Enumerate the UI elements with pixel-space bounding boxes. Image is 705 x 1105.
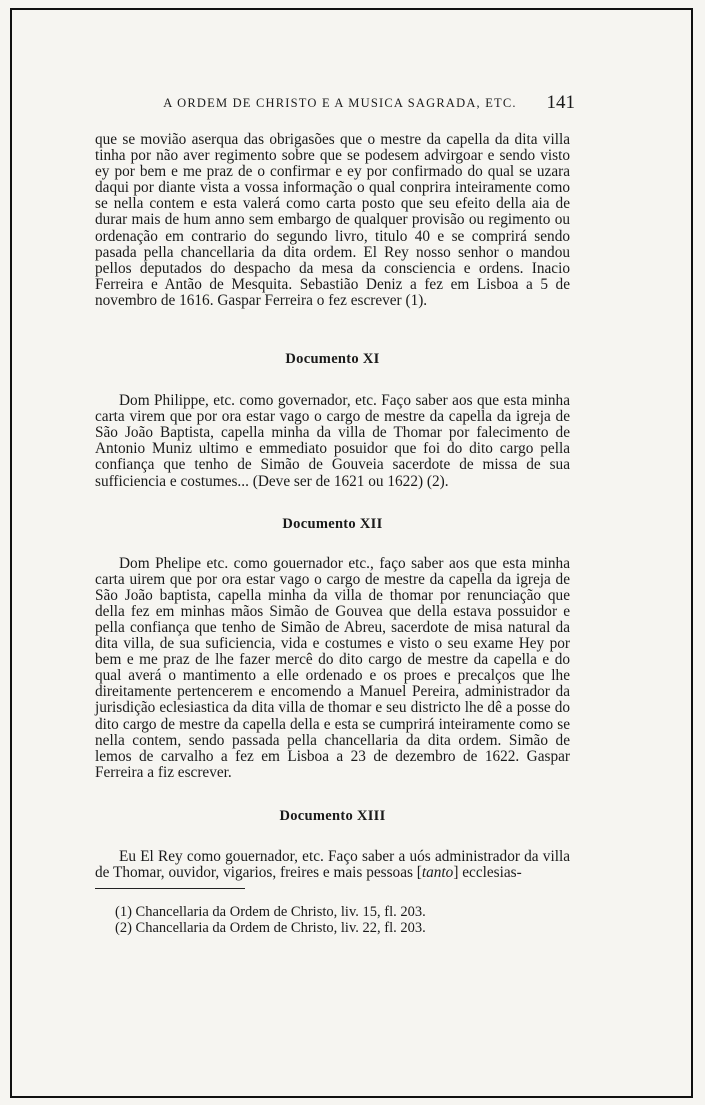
heading-documento-xii: Documento XII xyxy=(282,515,383,532)
heading-documento-xiii: Documento XIII xyxy=(279,807,386,824)
body-text xyxy=(95,132,570,881)
page-number: 141 xyxy=(546,92,575,113)
paragraph-documento-xii: Dom Phelipe etc. como gouernador etc., faço saber aos que esta minha carta uirem que por ora estar vago o cargo de mestre da capella da igreja de São João baptista, capella minha da villa de thomar por renunciação que della fez em minhas mãos Simão de Gouvea que della estava possuidor e pella confiança que tenho de Simão de Abreu, sacerdote de misa natural da dita villa, de sua suficiencia, vida e costumes e visto o seu exame Hey por bem e me praz de lhe fazer mercê do dito cargo de mestre da capella e do qual averá o mantimento a elle ordenado e os proes e precalços que lhe direitamente pertencerem e encomendo a Manuel Pereira, administrador da jurisdição eclesiastica da dita villa de thomar e seu districto lhe dê a posse do dito cargo de mestre da capella della e esta se cumprirá inteiramente como se nella contem, sendo passada pella chancellaria da dita ordem. Simão de lemos de carvalho a fez em Lisboa a 23 de dezembro de 1622. Gaspar Ferreira a fiz escrever. xyxy=(95,554,570,781)
footnote-1: (1) Chancellaria da Ordem de Christo, liv. 15, fl. 203. xyxy=(115,904,426,920)
footnote-rule xyxy=(95,888,245,889)
footnotes xyxy=(115,904,570,936)
paragraph-documento-xiii xyxy=(95,849,570,881)
heading-documento-xi: Documento XI xyxy=(285,351,380,368)
continuation-paragraph: que se movião aserqua das obrigasões que o mestre da capella da dita villa tinha por não aver regimento sobre que se podesem advirgoar e sendo visto ey por bem e me praz de o confirmar e ey por confirmado do qual se uzara daqui por diante vista a vossa informação o qual conprira inteiramente como se nella contem e esta valerá como carta posto que seu efeito della aia de durar mais de hum anno sem embargo de qualquer provisão ou regimento ou ordenação em contrario do segundo livro, titulo 40 e se comprirá sendo pasada pella chancellaria da dita ordem. El Rey nosso senhor o mandou pellos deputados do despacho da mesa da consciencia e ordens. Inacio Ferreira e Antão de Mesquita. Sebastião Deniz a fez em Lisboa a 5 de novembro de 1616. Gaspar Ferreira o fez escrever (1). xyxy=(95,131,570,309)
documento-xiii-text-start: Eu El Rey como gouernador, etc. Faço saber a uós administrador da villa de Thomar, ouvidor, vigarios, freires e mais pessoas [ xyxy=(95,847,570,881)
paragraph-documento-xi: Dom Philippe, etc. como governador, etc. Faço saber aos que esta minha carta virem que por ora estar vago o cargo de mestre da capella da igreja de São João Baptista, capella minha da villa de Thomar por falecimento de Antonio Muniz ultimo e emmediato posuidor que foi do dito cargo pella confiança que tenho de Simão de Gouveia sacerdote de missa de sua sufficiencia e costumes... (Deve ser de 1621 ou 1622) (2). xyxy=(95,392,570,490)
running-title: A ORDEM DE CHRISTO E A MUSICA SAGRADA, ETC. xyxy=(163,96,517,110)
footnote-2: (2) Chancellaria da Ordem de Christo, liv. 22, fl. 203. xyxy=(115,920,426,936)
documento-xiii-italic-word: tanto xyxy=(421,864,454,881)
documento-xiii-text-end: ] ecclesias- xyxy=(453,864,522,881)
